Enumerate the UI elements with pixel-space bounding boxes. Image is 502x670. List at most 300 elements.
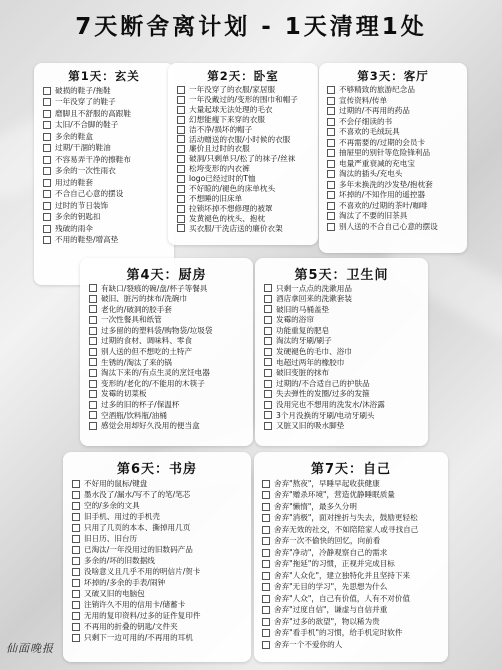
checklist-item-text: 变形的/老化的/不能用的木筷子 <box>101 378 205 388</box>
checklist-item-text: 舍弃"懒惰"，最多久分明 <box>274 501 357 511</box>
checklist-item-text: 一年没穿了的鞋子 <box>55 97 116 107</box>
checklist-item <box>43 212 173 224</box>
checklist-item <box>72 489 250 500</box>
checkbox[interactable] <box>43 236 51 244</box>
checklist-item <box>177 154 317 164</box>
checklist-item <box>327 85 465 96</box>
checklist-item <box>264 378 426 389</box>
checklist-item <box>327 96 465 107</box>
checklist-item-text: 舍弃"看手机"的习惯，给手机定时软件 <box>274 628 403 638</box>
checkbox[interactable] <box>262 560 270 568</box>
checklist-item <box>262 513 447 525</box>
day5-card <box>255 258 428 446</box>
checklist-item-text: 舍弃"人众化"，建立独特化并且坚持下来 <box>274 570 411 580</box>
checklist-item-text: 有缺口/裂痕的碗/盘/杯子等餐具 <box>101 283 208 293</box>
day4-title: 第4天：厨房 <box>126 268 207 283</box>
checklist-item-text: 多余的鞋盒 <box>55 131 93 141</box>
day7-title: 第7天：自己 <box>310 462 392 477</box>
checkbox[interactable] <box>327 202 335 210</box>
checkbox[interactable] <box>262 606 270 614</box>
checklist-item <box>43 97 173 109</box>
checklist-item <box>89 410 251 421</box>
checkbox[interactable] <box>43 213 51 221</box>
checklist-item <box>264 400 426 411</box>
day5-title: 第5天：卫生间 <box>294 268 389 283</box>
day7-list <box>262 478 447 651</box>
checkbox[interactable] <box>264 305 272 313</box>
checkbox[interactable] <box>177 205 185 213</box>
checklist-item-text: 感觉会用却好久没用的便当盒 <box>101 421 200 431</box>
checklist-item-text: 别人送的但不想吃的土特产 <box>101 347 193 357</box>
checklist-item <box>327 180 465 191</box>
checklist-item-text: logo已经过时的T恤 <box>189 174 256 184</box>
checklist-item-text: 舍弃无效的社交，不如陪陪家人或寻找自己 <box>274 524 419 534</box>
checkbox[interactable] <box>262 526 270 534</box>
checkbox[interactable] <box>264 380 272 388</box>
checkbox[interactable] <box>43 133 51 141</box>
checklist-item-text: 过期的食材、调味料、零食 <box>101 336 193 346</box>
checkbox[interactable] <box>177 106 185 114</box>
checklist-item-text: 舍弃"过度自信"，谦虚与自信并重 <box>274 605 388 615</box>
checkbox[interactable] <box>177 126 185 134</box>
checklist-item <box>43 85 173 97</box>
checklist-item-text: 多余的一次性雨衣 <box>55 166 116 176</box>
checklist-item <box>262 628 447 640</box>
checklist-item-text: 不会仔细读的书 <box>339 116 393 126</box>
checkbox[interactable] <box>177 145 185 153</box>
checkbox[interactable] <box>89 411 97 419</box>
checklist-item-text: 舍弃一个不爱你的人 <box>274 639 343 649</box>
checklist-item <box>43 235 173 247</box>
checklist-item <box>262 559 447 571</box>
checklist-item-text: 不想睡的旧床单 <box>189 193 243 203</box>
checkbox[interactable] <box>43 190 51 198</box>
checklist-item <box>264 421 426 432</box>
checklist-item-text: 过期/干涸的鞋油 <box>55 143 111 153</box>
checklist-item <box>264 304 426 315</box>
checklist-item-text: 舍弃"拖延"的习惯，正视并完成目标 <box>274 559 395 569</box>
checkbox[interactable] <box>264 284 272 292</box>
checkbox[interactable] <box>264 316 272 324</box>
checkbox[interactable] <box>327 212 335 220</box>
checklist-item-text: 不喜欢的毛绒玩具 <box>339 127 400 137</box>
checkbox[interactable] <box>262 629 270 637</box>
checkbox[interactable] <box>72 513 80 521</box>
checklist-item <box>327 159 465 170</box>
checklist-item-text: 洁不净/损坏的帽子 <box>189 124 253 134</box>
checklist-item-text: 没用完也不想用的洗发水/沐浴露 <box>276 400 385 410</box>
checklist-item <box>43 177 173 189</box>
checklist-item-text: 过期的/不合适自己的护肤品 <box>276 378 370 388</box>
checkbox[interactable] <box>43 98 51 106</box>
checklist-item <box>72 588 250 599</box>
day1-title: 第1天：玄关 <box>68 69 140 83</box>
checkbox[interactable] <box>264 337 272 345</box>
checkbox[interactable] <box>72 590 80 598</box>
checklist-item <box>177 144 317 154</box>
checklist-item <box>264 410 426 421</box>
checkbox[interactable] <box>72 579 80 587</box>
checklist-item <box>72 544 250 555</box>
checklist-item-text: 没啥意义且几乎不用的明信片/贺卡 <box>84 566 201 576</box>
checklist-item <box>43 223 173 235</box>
checklist-item-text: 拉锁坏掉不想修理的被罩 <box>189 203 273 213</box>
checklist-item-text: 生锈的/淘汰了来的锅 <box>101 357 172 367</box>
checklist-item <box>43 108 173 120</box>
checkbox[interactable] <box>327 170 335 178</box>
checkbox[interactable] <box>89 327 97 335</box>
checkbox[interactable] <box>43 110 51 118</box>
checklist-item-text: 注销许久不用的信用卡/储蓄卡 <box>84 599 186 609</box>
checklist-item <box>177 184 317 194</box>
checklist-item <box>327 201 465 212</box>
checklist-item-text: 不容易弄干净的擦鞋布 <box>55 154 131 164</box>
checklist-item <box>262 478 447 490</box>
checklist-item-text: 过期的/不再用的药品 <box>339 106 410 116</box>
checklist-item-text: 不合自己心意的摆设 <box>55 189 124 199</box>
checklist-item <box>327 106 465 117</box>
checklist-item-text: 坏掉的/不知作用的遥控器 <box>339 190 426 200</box>
checkbox[interactable] <box>327 139 335 147</box>
checkbox[interactable] <box>43 144 51 152</box>
checkbox[interactable] <box>89 284 97 292</box>
checklist-item-text: 过多的旧的杯子/保温杯 <box>101 400 180 410</box>
checklist-item-text: 不喜欢的/过期的茶叶/咖啡 <box>339 200 428 210</box>
checklist-item-text: 坏掉的/多余的手表/闹钟 <box>84 577 166 587</box>
checklist-item <box>89 283 251 294</box>
checkbox[interactable] <box>177 185 185 193</box>
checkbox[interactable] <box>89 337 97 345</box>
checklist-item-text: 已淘汰/一年没用过的旧数码产品 <box>84 544 193 554</box>
checkbox[interactable] <box>89 348 97 356</box>
checklist-item <box>177 194 317 204</box>
checklist-item <box>327 127 465 138</box>
checklist-item-text: 发黄褪色的枕头、抱枕 <box>189 213 265 223</box>
checklist-item-text: 破旧、脏污的抹布/洗碗巾 <box>101 294 188 304</box>
checkbox[interactable] <box>72 524 80 532</box>
checkbox[interactable] <box>264 327 272 335</box>
checklist-item-text: 舍弃"净动"，冷静观察自己的需求 <box>274 547 388 557</box>
checkbox[interactable] <box>264 422 272 430</box>
checklist-item-text: 太旧/不合脚的鞋子 <box>55 120 119 130</box>
checklist-item <box>264 357 426 368</box>
checklist-item-text: 空酒瓶/饮料瓶/油桶 <box>101 410 167 420</box>
checklist-item <box>43 166 173 178</box>
checklist-item <box>89 315 251 326</box>
checkbox[interactable] <box>72 568 80 576</box>
checkbox[interactable] <box>89 305 97 313</box>
checklist-item-text: 残破的雨伞 <box>55 223 93 233</box>
checkbox[interactable] <box>43 121 51 129</box>
checklist-item <box>89 357 251 368</box>
checklist-item-text: 只剩下一边可用的/不再用的耳机 <box>84 632 193 642</box>
checkbox[interactable] <box>177 155 185 163</box>
checklist-item-text: 不够精致的旅游纪念品 <box>339 85 415 95</box>
checklist-item-text: 3个月没换的牙刷/电动牙刷头 <box>276 410 375 420</box>
checklist-item <box>264 283 426 294</box>
checkbox[interactable] <box>327 107 335 115</box>
day4-card <box>80 258 253 446</box>
checklist-item <box>72 478 250 489</box>
signature: 仙面晚报 <box>6 642 54 655</box>
checklist-item-text: 破旧变脏的抹布 <box>276 368 330 378</box>
checklist-item-text: 只剩一点点的洗漱用品 <box>276 283 352 293</box>
checklist-item <box>177 105 317 115</box>
checkbox[interactable] <box>177 96 185 104</box>
checkbox[interactable] <box>72 557 80 565</box>
checkbox[interactable] <box>264 401 272 409</box>
checklist-item-text: 买衣服/干洗店送的廉价衣架 <box>189 223 283 233</box>
checklist-item <box>262 639 447 651</box>
checklist-item <box>89 389 251 400</box>
checklist-item <box>72 577 250 588</box>
checkbox[interactable] <box>262 641 270 649</box>
checkbox[interactable] <box>72 623 80 631</box>
checkbox[interactable] <box>177 165 185 173</box>
checklist-item-text: 无用的复印资料/过多的证件复印件 <box>84 610 201 620</box>
day2-title: 第2天：卧室 <box>207 69 279 83</box>
checkbox[interactable] <box>262 595 270 603</box>
checklist-item <box>262 536 447 548</box>
checklist-item <box>262 605 447 617</box>
checkbox[interactable] <box>262 583 270 591</box>
checkbox[interactable] <box>43 179 51 187</box>
checkbox[interactable] <box>89 380 97 388</box>
checkbox[interactable] <box>72 601 80 609</box>
checklist-item-text: 破损的鞋子/拖鞋 <box>55 85 111 95</box>
checklist-item-text: 淘汰下来的/有点生灵的烹饪电器 <box>101 368 210 378</box>
checkbox[interactable] <box>262 514 270 522</box>
day2-list <box>177 85 317 233</box>
checkbox[interactable] <box>327 128 335 136</box>
checklist-item <box>177 214 317 224</box>
checklist-item-text: 淘汰了不要的旧茶具 <box>339 211 408 221</box>
checklist-item-text: 舍弃"熬夜"，早睡早起收获健康 <box>274 478 380 488</box>
day4-list <box>89 283 251 431</box>
checklist-item <box>264 347 426 358</box>
checklist-item <box>89 294 251 305</box>
checkbox[interactable] <box>89 390 97 398</box>
checkbox[interactable] <box>177 224 185 232</box>
checkbox[interactable] <box>43 156 51 164</box>
checklist-item <box>89 336 251 347</box>
checklist-item-text: 舍弃一次不偷快的回忆，向前看 <box>274 536 381 546</box>
checklist-item-text: 多余的钥匙扣 <box>55 212 101 222</box>
checklist-item <box>89 400 251 411</box>
checklist-item <box>264 315 426 326</box>
checklist-item-text: 发硬褪色的毛巾、浴巾 <box>276 347 352 357</box>
checklist-item <box>89 421 251 432</box>
checkbox[interactable] <box>327 160 335 168</box>
checkbox[interactable] <box>72 491 80 499</box>
checklist-item <box>89 368 251 379</box>
checklist-item <box>43 189 173 201</box>
checkbox[interactable] <box>43 167 51 175</box>
checklist-item-text: 活动赠送的衣服/小时候的衣服 <box>189 134 291 144</box>
page-title: 7天断舍离计划 - 1天清理1处 <box>75 14 427 40</box>
day1-card <box>34 63 174 285</box>
checklist-item-text: 大量起球无法处理的毛衣 <box>189 104 273 114</box>
checklist-item <box>72 533 250 544</box>
checklist-item-text: 发霉的切菜板 <box>101 389 147 399</box>
checkbox[interactable] <box>262 572 270 580</box>
checkbox[interactable] <box>264 358 272 366</box>
checklist-item <box>177 95 317 105</box>
checkbox[interactable] <box>72 546 80 554</box>
checklist-item <box>72 610 250 621</box>
checklist-item-text: 又脏又旧的吸水脚垫 <box>276 421 345 431</box>
checkbox[interactable] <box>72 634 80 642</box>
checklist-item <box>177 125 317 135</box>
checklist-item <box>89 347 251 358</box>
checklist-item-text: 不用的鞋垫/增高垫 <box>55 235 119 245</box>
checklist-item <box>72 566 250 577</box>
checklist-item <box>177 134 317 144</box>
checklist-item <box>264 336 426 347</box>
checklist-item-text: 不好晾的/褪色的床单枕头 <box>189 184 276 194</box>
checklist-item <box>264 389 426 400</box>
checklist-item <box>327 148 465 159</box>
checklist-item <box>262 490 447 502</box>
checkbox[interactable] <box>264 390 272 398</box>
day3-card <box>319 63 467 253</box>
checklist-item <box>262 524 447 536</box>
checkbox[interactable] <box>262 503 270 511</box>
checklist-item <box>262 593 447 605</box>
checkbox[interactable] <box>262 480 270 488</box>
checklist-item <box>72 522 250 533</box>
checkbox[interactable] <box>177 175 185 183</box>
checklist-item-text: 不再用的折叠的钥匙/文件夹 <box>84 621 178 631</box>
checklist-item-text: 空的/多余的文具 <box>84 500 140 510</box>
checkbox[interactable] <box>264 295 272 303</box>
checklist-item-text: 一次性餐具和纸管 <box>101 315 162 325</box>
checklist-item <box>72 500 250 511</box>
checklist-item <box>177 174 317 184</box>
checklist-item-text: 不好用的鼠标/键盘 <box>84 478 148 488</box>
checklist-item-text: 电量严重衰减的充电宝 <box>339 158 415 168</box>
checkbox[interactable] <box>264 369 272 377</box>
checklist-item <box>43 131 173 143</box>
checklist-item <box>262 582 447 594</box>
checklist-item <box>89 304 251 315</box>
checkbox[interactable] <box>264 348 272 356</box>
checkbox[interactable] <box>327 223 335 231</box>
checklist-item <box>177 85 317 95</box>
checklist-item <box>264 294 426 305</box>
checklist-item-text: 廉价且过时的衣服 <box>189 144 250 154</box>
checkbox[interactable] <box>327 118 335 126</box>
checkbox[interactable] <box>177 116 185 124</box>
checkbox[interactable] <box>72 480 80 488</box>
checklist-item-text: 旧手机、用过的手机壳 <box>84 511 160 521</box>
checklist-item-text: 酒店拿回来的洗漱套装 <box>276 294 352 304</box>
checklist-item <box>264 368 426 379</box>
checklist-item-text: 一年没穿了的衣服/家居服 <box>189 85 276 95</box>
checklist-item <box>327 190 465 201</box>
checklist-item-text: 电超过两年的橡胶巾 <box>276 357 345 367</box>
checkbox[interactable] <box>43 87 51 95</box>
checklist-item <box>89 378 251 389</box>
checkbox[interactable] <box>72 502 80 510</box>
checkbox[interactable] <box>262 618 270 626</box>
checklist-item-text: 淘汰的插头/充电头 <box>339 169 403 179</box>
checklist-item-text: 失去弹性的发圈/过多的发箍 <box>276 389 370 399</box>
checklist-item <box>72 555 250 566</box>
checkbox[interactable] <box>177 135 185 143</box>
checkbox[interactable] <box>327 149 335 157</box>
checklist-item-text: 宣传资料/传单 <box>339 95 388 105</box>
checkbox[interactable] <box>89 295 97 303</box>
checklist-item <box>262 570 447 582</box>
checkbox[interactable] <box>327 181 335 189</box>
checklist-item <box>327 222 465 233</box>
checkbox[interactable] <box>89 422 97 430</box>
checklist-item <box>177 204 317 214</box>
checkbox[interactable] <box>89 358 97 366</box>
checklist-item-text: 幻想能瘦下来穿的衣服 <box>189 114 265 124</box>
checkbox[interactable] <box>262 491 270 499</box>
checklist-item-text: 过时的节日装饰 <box>55 200 109 210</box>
checkbox[interactable] <box>43 202 51 210</box>
checkbox[interactable] <box>262 549 270 557</box>
checkbox[interactable] <box>264 411 272 419</box>
checklist-item <box>72 621 250 632</box>
checklist-item-text: 又破又旧的电脑包 <box>84 588 145 598</box>
checklist-item-text: 舍弃"无目的学习"，先思想为什么 <box>274 582 388 592</box>
checkbox[interactable] <box>177 195 185 203</box>
checklist-item-text: 磨脚且不舒服的高跟鞋 <box>55 108 131 118</box>
checklist-item <box>72 511 250 522</box>
checkbox[interactable] <box>177 215 185 223</box>
checklist-item-text: 抽屉里的别针等危险锋利品 <box>339 148 431 158</box>
checkbox[interactable] <box>72 612 80 620</box>
checklist-item-text: 别人送的不合自己心意的摆设 <box>339 221 438 231</box>
checklist-item <box>262 547 447 559</box>
checklist-item <box>177 164 317 174</box>
checkbox[interactable] <box>89 369 97 377</box>
day2-card <box>168 63 318 245</box>
checklist-item-text: 用过的鞋套 <box>55 177 93 187</box>
day5-list <box>264 283 426 431</box>
checklist-item <box>327 169 465 180</box>
checkbox[interactable] <box>72 535 80 543</box>
checkbox[interactable] <box>43 225 51 233</box>
checkbox[interactable] <box>177 86 185 94</box>
checklist-item-text: 老化的/破洞的胶手套 <box>101 304 172 314</box>
checkbox[interactable] <box>327 86 335 94</box>
checkbox[interactable] <box>89 401 97 409</box>
day6-card <box>63 452 251 662</box>
checklist-item-text: 功能重复的肥皂 <box>276 325 330 335</box>
checklist-item <box>327 138 465 149</box>
checklist-item-text: 不再需要的/过期的会员卡 <box>339 137 426 147</box>
checklist-item-text: 多年未换洗的沙发垫/抱枕套 <box>339 179 433 189</box>
checklist-item <box>177 223 317 233</box>
day7-card <box>254 452 448 662</box>
checklist-item <box>43 120 173 132</box>
checklist-item <box>89 325 251 336</box>
checklist-item <box>43 154 173 166</box>
checkbox[interactable] <box>327 191 335 199</box>
checkbox[interactable] <box>89 316 97 324</box>
checklist-item <box>43 200 173 212</box>
day3-title: 第3天：客厅 <box>357 69 429 83</box>
checkbox[interactable] <box>327 97 335 105</box>
checkbox[interactable] <box>262 537 270 545</box>
checklist-item-text: 舍弃"赠杀环境"，营造优静睡眠质量 <box>274 490 395 500</box>
day3-list <box>327 85 465 232</box>
